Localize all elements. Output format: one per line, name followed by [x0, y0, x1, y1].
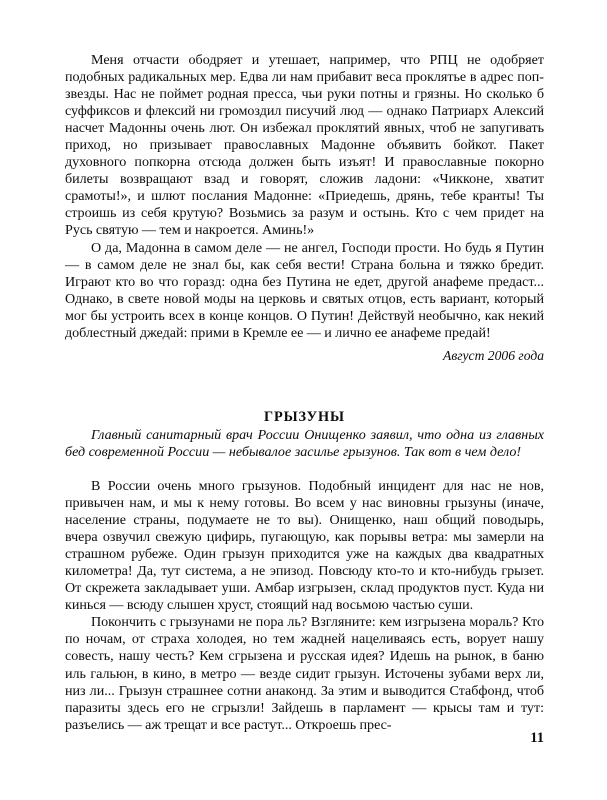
continued-essay-body	[65, 52, 544, 342]
chapter-epigraph-block	[65, 427, 544, 461]
paragraph: О да, Мадонна в самом деле — не ангел, Господи прости. Но будь я Путин — в самом деле не знал бы, как себя вести! Страна больна и тяжко бредит. Играют кто во что горазд: одна без Путина не едет, другой анафеме предаст... Однако, в свете новой моды на церковь и святых отцов, есть вариант, который мог бы устроить всех в конце концов. О Путин! Действуй необычно, как некий доблестный джедай: прими в Кремле ее — и лично ее анафеме предай!	[65, 239, 544, 341]
paragraph: Меня отчасти ободряет и утешает, например, что РПЦ не одобряет подобных радикальных мер. Едва ли нам прибавит веса проклятье в адрес поп-звезды. Нас не поймет родная пресса, чьи руки потны и грязны. Но сколько б суффиксов и флексий ни громоздил писучий люд — однако Патриарх Алексий насчет Мадонны очень лют. Он избежал проклятий явных, чтоб не запугивать приход, но призывает православных Мадонне объявить бойкот. Пакет духовного попкорна отсюда должен быть изъят! И православные покорно билеты возвращают взад и говорят, сложив ладони: «Чикконе, хватит срамоты!», и шлют послания Мадонне: «Приедешь, дрянь, тебе кранты! Ты строишь из себя крутую? Возьмись за разум и остынь. Кто с чем придет на Русь святую — тем и накроется. Аминь!»	[65, 52, 544, 239]
chapter-epigraph: Главный санитарный врач России Онищенко заявил, что одна из главных бед современной России — небывалое засилье грызунов. Так вот в чем дело!	[65, 427, 544, 461]
page-number: 11	[530, 730, 544, 746]
paragraph: Покончить с грызунами не пора ль? Взгляните: кем изгрызена мораль? Кто по ночам, от страха холодея, но тем жадней нацеливаясь есть, ворует нашу совесть, нашу честь? Кем сгрызена и русская идея? Идешь на рынок, в баню иль гальюн, в кино, в метро — везде сидит грызун. Источены зубами верх ли, низ ли... Грызун страшнее сотни анаконд. За этим и выводится Стабфонд, чтоб паразиты здесь его не сгрызли! Зайдешь в парламент — крысы там и тут: разъелись — аж трещат и все растут... Откроешь прес-	[65, 614, 544, 733]
chapter-heading: ГРЫЗУНЫ	[263, 408, 345, 425]
paragraph: В России очень много грызунов. Подобный инцидент для нас не нов, привычен нам, и мы к нему готовы. Во всем у нас виновны грызуны (иначе, население страны, подумаете не то вы). Онищенко, наш общий поводырь, вчера озвучил свежую цифирь, пугающую, как порывы ветра: мы замерли на страшном рубеже. Один грызун приходится уже на каждых два квадратных километра! Да, тут система, а не эпизод. Повсюду кто-то и кто-нибудь грызет. От скрежета закладывает уши. Амбар изгрызен, склад продуктов пуст. Куда ни кинься — всюду слышен хруст, стоящий над восьмою частью суши.	[65, 478, 544, 614]
chapter-body	[65, 478, 544, 734]
essay-date-line: Август 2006 года	[443, 348, 544, 363]
